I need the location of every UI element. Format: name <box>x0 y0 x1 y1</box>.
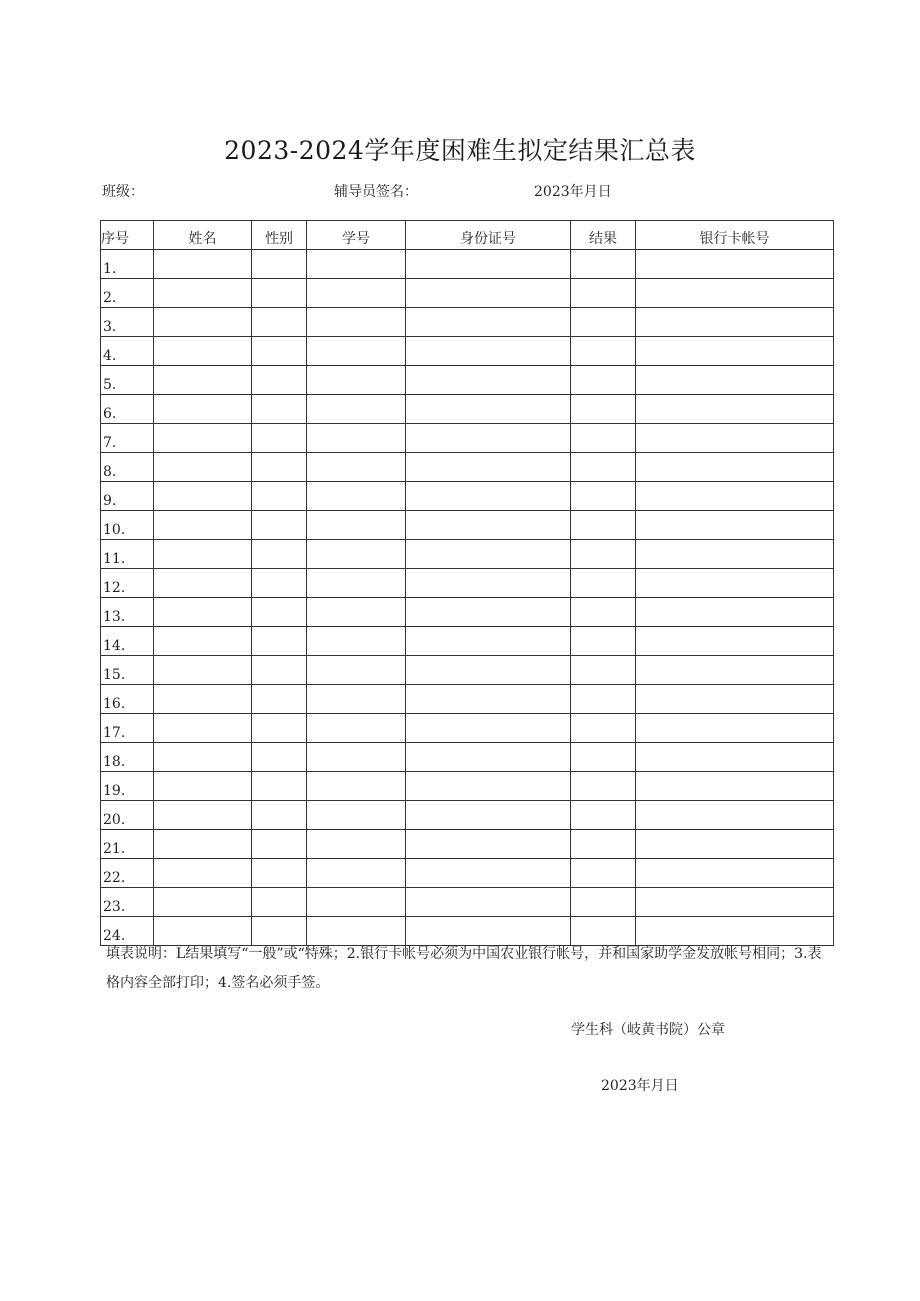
row-seq-number: 7. <box>101 424 154 453</box>
seal-label: 学生科（岐黄书院）公章 <box>571 1022 725 1038</box>
gender-cell[interactable] <box>252 279 307 308</box>
id-card-cell[interactable] <box>406 424 571 453</box>
result-cell[interactable] <box>571 308 636 337</box>
name-cell[interactable] <box>154 250 252 279</box>
row-seq-number: 22. <box>101 859 154 888</box>
row-seq-number: 6. <box>101 395 154 424</box>
id-card-cell[interactable] <box>406 772 571 801</box>
bank-account-cell[interactable] <box>636 714 834 743</box>
row-seq-number: 23. <box>101 888 154 917</box>
name-cell[interactable] <box>154 540 252 569</box>
gender-cell[interactable] <box>252 424 307 453</box>
result-cell[interactable] <box>571 540 636 569</box>
row-seq-number: 17. <box>101 714 154 743</box>
gender-cell[interactable] <box>252 714 307 743</box>
student-id-cell[interactable] <box>307 395 406 424</box>
gender-cell[interactable] <box>252 830 307 859</box>
result-cell[interactable] <box>571 453 636 482</box>
id-card-cell[interactable] <box>406 279 571 308</box>
gender-cell[interactable] <box>252 511 307 540</box>
header-gender: 性别 <box>252 221 307 250</box>
name-cell[interactable] <box>154 598 252 627</box>
bank-account-cell[interactable] <box>636 627 834 656</box>
gender-cell[interactable] <box>252 888 307 917</box>
name-cell[interactable] <box>154 685 252 714</box>
gender-cell[interactable] <box>252 598 307 627</box>
page-title: 2023-2024学年度困难生拟定结果汇总表 <box>224 136 696 165</box>
student-id-cell[interactable] <box>307 569 406 598</box>
row-seq-number: 18. <box>101 743 154 772</box>
name-cell[interactable] <box>154 424 252 453</box>
name-cell[interactable] <box>154 772 252 801</box>
row-seq-number: 9. <box>101 482 154 511</box>
table-row <box>101 569 834 598</box>
table-row <box>101 337 834 366</box>
bank-account-cell[interactable] <box>636 250 834 279</box>
table-row <box>101 366 834 395</box>
name-cell[interactable] <box>154 743 252 772</box>
name-cell[interactable] <box>154 830 252 859</box>
name-cell[interactable] <box>154 569 252 598</box>
row-seq-number: 19. <box>101 772 154 801</box>
bank-account-cell[interactable] <box>636 743 834 772</box>
student-id-cell[interactable] <box>307 598 406 627</box>
table-row <box>101 540 834 569</box>
result-cell[interactable] <box>571 685 636 714</box>
gender-cell[interactable] <box>252 250 307 279</box>
class-label: 班级： <box>102 184 144 200</box>
table-header-row <box>101 221 834 250</box>
bank-account-cell[interactable] <box>636 598 834 627</box>
table-row <box>101 685 834 714</box>
header-result: 结果 <box>571 221 636 250</box>
gender-cell[interactable] <box>252 743 307 772</box>
id-card-cell[interactable] <box>406 685 571 714</box>
gender-cell[interactable] <box>252 337 307 366</box>
student-id-cell[interactable] <box>307 424 406 453</box>
form-date: 2023年月日 <box>534 184 612 200</box>
gender-cell[interactable] <box>252 627 307 656</box>
bank-account-cell[interactable] <box>636 511 834 540</box>
id-card-cell[interactable] <box>406 888 571 917</box>
name-cell[interactable] <box>154 279 252 308</box>
result-cell[interactable] <box>571 511 636 540</box>
table-row <box>101 772 834 801</box>
row-seq-number: 21. <box>101 830 154 859</box>
name-cell[interactable] <box>154 453 252 482</box>
bank-account-cell[interactable] <box>636 772 834 801</box>
row-seq-number: 3. <box>101 308 154 337</box>
fill-instructions: 填表说明：L结果填写“一般”或“特殊；2.银行卡帐号必须为中国农业银行帐号，并和国家助学金发放帐号相同；3.表格内容全部打印；4.签名必须手签。 <box>106 946 822 991</box>
bank-account-cell[interactable] <box>636 308 834 337</box>
result-cell[interactable] <box>571 250 636 279</box>
gender-cell[interactable] <box>252 308 307 337</box>
row-seq-number: 15. <box>101 656 154 685</box>
student-id-cell[interactable] <box>307 337 406 366</box>
result-cell[interactable] <box>571 772 636 801</box>
id-card-cell[interactable] <box>406 830 571 859</box>
name-cell[interactable] <box>154 395 252 424</box>
header-name: 姓名 <box>154 221 252 250</box>
student-id-cell[interactable] <box>307 772 406 801</box>
student-id-cell[interactable] <box>307 453 406 482</box>
bank-account-cell[interactable] <box>636 656 834 685</box>
bank-account-cell[interactable] <box>636 482 834 511</box>
bank-account-cell[interactable] <box>636 859 834 888</box>
result-cell[interactable] <box>571 482 636 511</box>
table-row <box>101 888 834 917</box>
bank-account-cell[interactable] <box>636 540 834 569</box>
name-cell[interactable] <box>154 627 252 656</box>
row-seq-number: 14. <box>101 627 154 656</box>
gender-cell[interactable] <box>252 453 307 482</box>
id-card-cell[interactable] <box>406 337 571 366</box>
id-card-cell[interactable] <box>406 801 571 830</box>
id-card-cell[interactable] <box>406 540 571 569</box>
bank-account-cell[interactable] <box>636 424 834 453</box>
table-row <box>101 830 834 859</box>
id-card-cell[interactable] <box>406 743 571 772</box>
table-row <box>101 656 834 685</box>
row-seq-number: 8. <box>101 453 154 482</box>
result-cell[interactable] <box>571 801 636 830</box>
student-id-cell[interactable] <box>307 656 406 685</box>
row-seq-number: 2. <box>101 279 154 308</box>
bank-account-cell[interactable] <box>636 366 834 395</box>
table-row <box>101 482 834 511</box>
id-card-cell[interactable] <box>406 569 571 598</box>
bank-account-cell[interactable] <box>636 888 834 917</box>
name-cell[interactable] <box>154 801 252 830</box>
name-cell[interactable] <box>154 511 252 540</box>
student-id-cell[interactable] <box>307 250 406 279</box>
table-row <box>101 598 834 627</box>
student-id-cell[interactable] <box>307 685 406 714</box>
table-row <box>101 859 834 888</box>
id-card-cell[interactable] <box>406 366 571 395</box>
table-row <box>101 627 834 656</box>
result-cell[interactable] <box>571 743 636 772</box>
gender-cell[interactable] <box>252 540 307 569</box>
name-cell[interactable] <box>154 714 252 743</box>
gender-cell[interactable] <box>252 366 307 395</box>
id-card-cell[interactable] <box>406 859 571 888</box>
table-row <box>101 453 834 482</box>
name-cell[interactable] <box>154 482 252 511</box>
result-cell[interactable] <box>571 337 636 366</box>
bank-account-cell[interactable] <box>636 569 834 598</box>
bank-account-cell[interactable] <box>636 337 834 366</box>
table-row <box>101 308 834 337</box>
result-cell[interactable] <box>571 279 636 308</box>
table-row <box>101 743 834 772</box>
result-cell[interactable] <box>571 656 636 685</box>
row-seq-number: 20. <box>101 801 154 830</box>
name-cell[interactable] <box>154 337 252 366</box>
name-cell[interactable] <box>154 308 252 337</box>
id-card-cell[interactable] <box>406 511 571 540</box>
student-id-cell[interactable] <box>307 482 406 511</box>
result-cell[interactable] <box>571 395 636 424</box>
row-seq-number: 4. <box>101 337 154 366</box>
row-seq-number: 13. <box>101 598 154 627</box>
header-student-id: 学号 <box>307 221 406 250</box>
bank-account-cell[interactable] <box>636 279 834 308</box>
name-cell[interactable] <box>154 888 252 917</box>
seal-date: 2023年月日 <box>601 1078 679 1094</box>
student-id-cell[interactable] <box>307 801 406 830</box>
table-row <box>101 250 834 279</box>
id-card-cell[interactable] <box>406 482 571 511</box>
gender-cell[interactable] <box>252 569 307 598</box>
gender-cell[interactable] <box>252 685 307 714</box>
bank-account-cell[interactable] <box>636 685 834 714</box>
student-id-cell[interactable] <box>307 743 406 772</box>
id-card-cell[interactable] <box>406 308 571 337</box>
gender-cell[interactable] <box>252 656 307 685</box>
gender-cell[interactable] <box>252 772 307 801</box>
student-id-cell[interactable] <box>307 308 406 337</box>
row-seq-number: 24. <box>101 917 154 946</box>
id-card-cell[interactable] <box>406 453 571 482</box>
result-cell[interactable] <box>571 714 636 743</box>
gender-cell[interactable] <box>252 482 307 511</box>
result-cell[interactable] <box>571 598 636 627</box>
student-id-cell[interactable] <box>307 366 406 395</box>
table-row <box>101 424 834 453</box>
student-id-cell[interactable] <box>307 540 406 569</box>
row-seq-number: 16. <box>101 685 154 714</box>
summary-table <box>100 220 834 946</box>
row-seq-number: 11. <box>101 540 154 569</box>
result-cell[interactable] <box>571 859 636 888</box>
header-seq: 序号 <box>101 221 154 250</box>
result-cell[interactable] <box>571 569 636 598</box>
row-seq-number: 5. <box>101 366 154 395</box>
result-cell[interactable] <box>571 366 636 395</box>
counselor-signature-label: 辅导员签名： <box>334 184 418 200</box>
table-row <box>101 279 834 308</box>
row-seq-number: 1. <box>101 250 154 279</box>
header-id-card: 身份证号 <box>406 221 571 250</box>
bank-account-cell[interactable] <box>636 395 834 424</box>
id-card-cell[interactable] <box>406 627 571 656</box>
gender-cell[interactable] <box>252 395 307 424</box>
result-cell[interactable] <box>571 424 636 453</box>
table-body <box>101 250 834 946</box>
bank-account-cell[interactable] <box>636 830 834 859</box>
id-card-cell[interactable] <box>406 656 571 685</box>
gender-cell[interactable] <box>252 859 307 888</box>
row-seq-number: 12. <box>101 569 154 598</box>
gender-cell[interactable] <box>252 801 307 830</box>
header-bank-account: 银行卡帐号 <box>636 221 834 250</box>
student-id-cell[interactable] <box>307 279 406 308</box>
result-cell[interactable] <box>571 627 636 656</box>
id-card-cell[interactable] <box>406 250 571 279</box>
name-cell[interactable] <box>154 859 252 888</box>
student-id-cell[interactable] <box>307 511 406 540</box>
id-card-cell[interactable] <box>406 598 571 627</box>
student-id-cell[interactable] <box>307 627 406 656</box>
bank-account-cell[interactable] <box>636 801 834 830</box>
name-cell[interactable] <box>154 366 252 395</box>
result-cell[interactable] <box>571 888 636 917</box>
name-cell[interactable] <box>154 656 252 685</box>
student-id-cell[interactable] <box>307 830 406 859</box>
result-cell[interactable] <box>571 830 636 859</box>
id-card-cell[interactable] <box>406 395 571 424</box>
bank-account-cell[interactable] <box>636 453 834 482</box>
table-row <box>101 714 834 743</box>
table-row <box>101 395 834 424</box>
student-id-cell[interactable] <box>307 888 406 917</box>
row-seq-number: 10. <box>101 511 154 540</box>
student-id-cell[interactable] <box>307 859 406 888</box>
id-card-cell[interactable] <box>406 714 571 743</box>
table-row <box>101 801 834 830</box>
student-id-cell[interactable] <box>307 714 406 743</box>
table-row <box>101 511 834 540</box>
